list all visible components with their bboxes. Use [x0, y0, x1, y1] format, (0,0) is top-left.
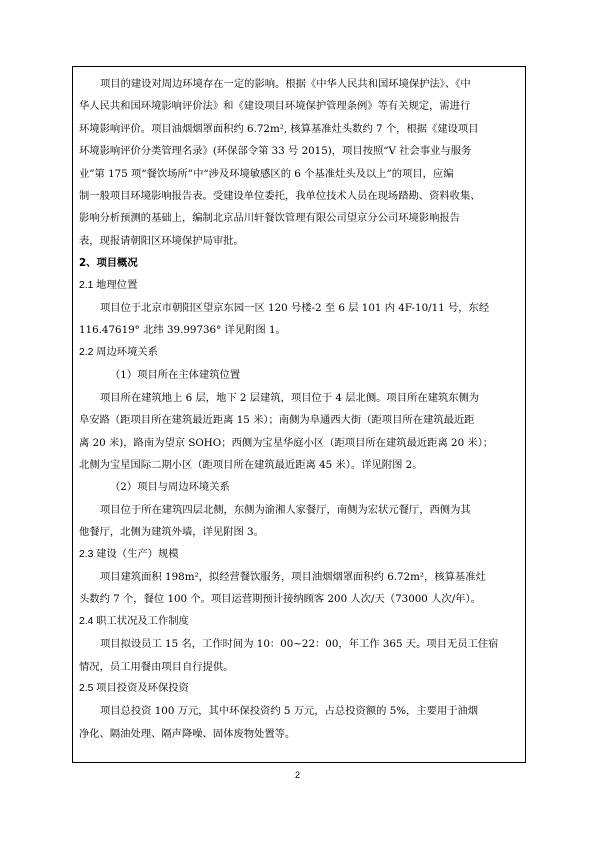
text-line: 116.47619° 北纬 39.99736° 详见附图 1。 [79, 324, 286, 337]
text-line: 项目所在建筑地上 6 层，地下 2 层建筑，项目位于 4 层北侧。项目所在建筑东侧为 [100, 391, 480, 404]
text-line: 项目拟设员工 15 名，工作时间为 10：00~22：00，年工作 365 天。项目无员工住宿 [100, 638, 499, 651]
text-line: 阜安路（距项目所在建筑最近距离 15 米）；南侧为阜通西大街（距项目所在建筑最近距 [79, 414, 475, 427]
text-line: 环境影响评价。项目油烟烟罩面积约 6.72m², 核算基准灶头数约 7 个，根据《建设项目 [79, 122, 479, 135]
text-line: 项目位于北京市朝阳区望京东园一区 120 号楼-2 至 6 层 101 内 4F-10/11 号，东经 [100, 302, 490, 315]
text-line: 项目建筑面积 198m²，拟经营餐饮服务，项目油烟烟罩面积约 6.72m²，核算基准灶 [100, 570, 486, 583]
intro-paragraph [79, 73, 519, 252]
report-content [79, 73, 519, 745]
text-line: 离 20 米)，路南为望京 SOHO；西侧为宝星华庭小区（距项目所在建筑最近距离 20 米）； [79, 436, 494, 449]
location-paragraph [79, 297, 519, 342]
building-paragraph [79, 387, 519, 477]
scale-paragraph [79, 566, 519, 611]
text-line: 表，现报请朝阳区环境保护局审批。 [79, 234, 244, 247]
text-line: 净化、隔油处理、隔声降噪、固体废物处置等。 [79, 727, 296, 740]
report-table-frame [72, 66, 526, 763]
text-line: 环境影响评价分类管理名录》(环保部令第 33 号 2015)，项目按照“V 社会事业与服务 [79, 145, 472, 158]
sub-item-heading-relation: （2）项目与周边环境关系 [110, 481, 230, 494]
subsection-heading-staff: 2.4 职工状况及工作制度 [79, 615, 189, 627]
text-line: 项目总投资 100 万元，其中环保投资约 5 万元，占总投资额的 5%，主要用于油烟 [100, 705, 479, 718]
text-line: 华人民共和国环境影响评价法》和《建设项目环境保护管理条例》等有关规定，需进行 [79, 100, 471, 113]
subsection-heading-investment: 2.5 项目投资及环保投资 [79, 682, 189, 694]
text-line: 制一般项目环境影响报告表。受建设单位委托，我单位技术人员在现场踏勘、资料收集、 [79, 190, 481, 203]
text-line: 项目位于所在建筑四层北侧，东侧为渝湘人家餐厅，南侧为宏状元餐厅，西侧为其 [100, 503, 471, 516]
sub-item-heading-building: （1）项目所在主体建筑位置 [110, 369, 241, 382]
text-line: 情况，员工用餐由项目自行提供。 [79, 660, 234, 673]
subsection-heading-scale: 2.3 建设（生产）规模 [79, 548, 179, 560]
text-line: 业”第 175 项“餐饮场所”中“涉及环境敏感区的 6 个基准灶头及以上”的项目，应编 [79, 167, 454, 180]
page-number: 2 [294, 770, 300, 780]
section-heading: 2、项目概况 [79, 257, 138, 270]
staff-paragraph [79, 633, 519, 678]
relation-paragraph [79, 499, 519, 544]
text-line: 项目的建设对周边环境存在一定的影响。根据《中华人民共和国环境保护法》、《中 [100, 78, 471, 90]
text-line: 头数约 7 个，餐位 100 个。项目运营期预计接纳顾客 200 人次/天（73000 人次/年）。 [79, 593, 481, 606]
text-line: 北侧为宝星国际二期小区（距项目所在建筑最近距离 45 米）。详见附图 2。 [79, 458, 423, 471]
investment-paragraph [79, 700, 519, 745]
subsection-heading-location: 2.1 地理位置 [79, 279, 138, 291]
subsection-heading-surroundings: 2.2 周边环境关系 [79, 346, 158, 358]
text-line: 影响分析预测的基础上，编制北京品川轩餐饮管理有限公司望京分公司环境影响报告 [79, 212, 460, 225]
text-line: 他餐厅，北侧为建筑外墙，详见附图 3。 [79, 526, 264, 539]
